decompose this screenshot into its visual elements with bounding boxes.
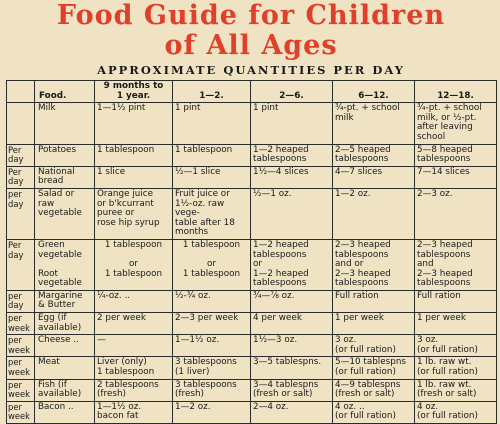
- frequency-cell: [7, 144, 35, 166]
- frequency-line: week: [8, 344, 31, 355]
- food-name-cell: [35, 313, 95, 335]
- quantity-cell: [173, 313, 251, 335]
- quantity-line: tablespoons: [253, 278, 307, 289]
- quantity-cell: [173, 290, 251, 312]
- header-line: Food.: [39, 90, 67, 101]
- quantity-line: 3—4 tablespns: [253, 379, 319, 390]
- quantity-cell: [333, 379, 415, 401]
- food-name-cell: [35, 401, 95, 423]
- quantity-line: bacon fat: [97, 411, 139, 422]
- quantity-line: ½-¾ oz.: [175, 290, 211, 301]
- quantity-cell: [173, 239, 251, 290]
- quantity-cell: [415, 103, 497, 144]
- quantity-cell: [415, 357, 497, 379]
- quantity-cell: [415, 401, 497, 423]
- quantity-line: 1—2 oz.: [335, 188, 371, 199]
- quantity-cell: [251, 357, 333, 379]
- quantity-line: 1 lb. raw wt.: [417, 379, 472, 390]
- quantity-line: (or full ration): [417, 344, 478, 355]
- quantity-line: 5—8 heaped: [417, 144, 473, 155]
- quantity-line: 2—5 heaped: [335, 144, 391, 155]
- food-name-line: Fish (if: [38, 379, 67, 390]
- quantity-line: 2—3 heaped: [417, 268, 473, 279]
- quantity-line: tablespoons: [335, 278, 389, 289]
- quantity-line: 2—4 oz.: [253, 401, 289, 412]
- table-row: [7, 357, 497, 379]
- quantity-line: 1 pint: [253, 103, 279, 114]
- food-name-line: Bacon ..: [38, 401, 74, 412]
- page-title: [6, 0, 496, 61]
- quantity-cell: [333, 188, 415, 239]
- food-name-cell: [35, 379, 95, 401]
- food-name-cell: [35, 357, 95, 379]
- quantity-line: 3 tablespoons: [175, 379, 237, 390]
- header-line: 1 year.: [116, 90, 151, 101]
- quantity-cell: [415, 335, 497, 357]
- quantity-line: 4 oz.: [417, 401, 439, 412]
- header-line: 9 months to: [103, 81, 164, 91]
- quantity-line: or b'kcurrant: [97, 198, 154, 209]
- quantity-cell: [333, 335, 415, 357]
- food-name-line: Meat: [38, 357, 60, 368]
- quantity-line: 1—2 heaped: [253, 144, 309, 155]
- food-name-cell: [35, 144, 95, 166]
- quantity-line: 2—3 oz.: [417, 188, 453, 199]
- frequency-line: week: [8, 411, 31, 422]
- food-name-cell: [35, 335, 95, 357]
- frequency-line: day: [8, 249, 24, 260]
- food-name-cell: [35, 290, 95, 312]
- quantity-cell: [95, 103, 173, 144]
- frequency-line: per: [8, 357, 22, 368]
- quantity-line: 3—5 tablespns.: [253, 357, 322, 368]
- quantity-line: 1 tablespoon: [182, 239, 241, 250]
- quantity-line: 7—14 slices: [417, 166, 470, 177]
- quantity-line: 1 lb. raw wt.: [417, 357, 472, 368]
- quantity-cell: [415, 379, 497, 401]
- table-row: [7, 313, 497, 335]
- quantity-line: (or full ration): [335, 367, 396, 378]
- food-name-line: Root: [38, 268, 58, 279]
- food-name-cell: [35, 166, 95, 188]
- quantity-line: tablespoons: [417, 278, 471, 289]
- quantity-cell: [95, 313, 173, 335]
- quantity-cell: [333, 313, 415, 335]
- quantity-line: 1 per week: [417, 313, 466, 324]
- frequency-line: week: [8, 367, 31, 378]
- quantity-line: puree or: [97, 208, 135, 219]
- quantity-cell: [95, 357, 173, 379]
- quantity-line: 1 tablespoon: [104, 239, 163, 250]
- food-name-cell: [35, 239, 95, 290]
- quantity-line: 5—10 tablespns: [335, 357, 406, 368]
- frequency-line: per: [8, 290, 22, 301]
- quantity-line: 1 tablespoon: [104, 268, 163, 279]
- quantity-line: —: [97, 335, 106, 346]
- quantity-cell: [173, 103, 251, 144]
- food-name-line: raw: [38, 198, 55, 209]
- quantity-cell: [333, 239, 415, 290]
- quantity-cell: [333, 401, 415, 423]
- quantity-line: after leaving: [417, 122, 473, 133]
- quantity-line: ¼-oz. ..: [97, 290, 131, 301]
- food-name-line: Green: [38, 239, 65, 250]
- frequency-line: per: [8, 335, 22, 346]
- quantity-line: 1—2 heaped: [253, 239, 309, 250]
- quantity-line: 4 oz. ..: [335, 401, 365, 412]
- quantity-cell: [95, 335, 173, 357]
- frequency-line: Per: [8, 239, 22, 250]
- quantity-line: rose hip syrup: [97, 217, 160, 228]
- quantity-line: 3 tablespoons: [175, 357, 237, 368]
- frequency-line: per: [8, 401, 22, 412]
- quantity-line: or: [253, 259, 262, 270]
- food-name-line: vegetable: [38, 208, 82, 219]
- food-name-cell: [35, 103, 95, 144]
- quantity-cell: [173, 401, 251, 423]
- quantity-cell: [251, 166, 333, 188]
- quantity-line: Fruit juice or: [175, 188, 230, 199]
- page-subtitle: APPROXIMATE QUANTITIES PER DAY: [97, 63, 405, 77]
- quantity-cell: [173, 188, 251, 239]
- quantity-line: and or: [335, 259, 364, 270]
- quantity-cell: [333, 290, 415, 312]
- frequency-cell: [7, 401, 35, 423]
- quantity-line: 1 pint: [175, 103, 201, 114]
- header-age-2: [173, 81, 251, 103]
- quantity-cell: [95, 401, 173, 423]
- header-age-4: [333, 81, 415, 103]
- quantity-cell: [173, 166, 251, 188]
- quantity-cell: [415, 144, 497, 166]
- quantity-line: 2—3 heaped: [417, 239, 473, 250]
- quantity-line: tablespoons: [417, 154, 471, 165]
- quantity-line: 4—9 tablespns: [335, 379, 401, 390]
- quantity-line: 2—3 per week: [175, 313, 239, 324]
- frequency-line: day: [8, 154, 24, 165]
- food-name-line: Potatoes: [38, 144, 77, 155]
- quantity-cell: [415, 166, 497, 188]
- quantity-cell: [415, 313, 497, 335]
- quantity-line: 1—1½ oz.: [175, 335, 220, 346]
- quantity-line: 1 per week: [335, 313, 384, 324]
- quantity-line: milk: [335, 112, 354, 123]
- quantity-line: 1—2 oz.: [175, 401, 211, 412]
- quantity-line: months: [175, 227, 209, 238]
- quantity-cell: [333, 144, 415, 166]
- header-line: 2—6.: [279, 90, 304, 101]
- food-name-line: available): [38, 389, 82, 400]
- food-name-line: Salad or: [38, 188, 75, 199]
- quantity-cell: [95, 379, 173, 401]
- quantity-cell: [95, 188, 173, 239]
- quantity-line: (1 liver): [175, 367, 210, 378]
- quantity-line: (fresh or salt): [335, 389, 395, 400]
- header-age-1: [95, 81, 173, 103]
- quantity-line: 1 tablespoon: [175, 144, 233, 155]
- quantity-line: tablespoons: [335, 154, 389, 165]
- quantity-line: Liver (only): [97, 357, 147, 368]
- food-quantities-table: [6, 80, 497, 424]
- quantity-line: school: [417, 131, 446, 142]
- quantity-cell: [173, 379, 251, 401]
- quantity-cell: [251, 144, 333, 166]
- quantity-line: tablespoons: [335, 249, 389, 260]
- table-row: [7, 379, 497, 401]
- frequency-cell: [7, 239, 35, 290]
- quantity-line: 1 slice: [97, 166, 126, 177]
- table-row: [7, 290, 497, 312]
- quantity-line: tablespoons: [253, 249, 307, 260]
- quantity-line: ¾—⅞ oz.: [253, 290, 295, 301]
- food-name-line: vegetable: [38, 249, 82, 260]
- quantity-line: Full ration: [417, 290, 461, 301]
- frequency-line: Per: [8, 166, 22, 177]
- quantity-line: 1 tablespoon: [182, 268, 241, 279]
- quantity-line: or: [207, 259, 216, 270]
- quantity-line: 4—7 slices: [335, 166, 383, 177]
- quantity-cell: [95, 290, 173, 312]
- header-food: [35, 81, 95, 103]
- frequency-cell: [7, 313, 35, 335]
- quantity-line: Full ration: [335, 290, 379, 301]
- quantity-cell: [173, 357, 251, 379]
- frequency-line: week: [8, 322, 31, 333]
- frequency-line: per: [8, 379, 22, 390]
- table-row: [7, 239, 497, 290]
- frequency-line: per: [8, 188, 22, 199]
- quantity-line: (or full ration): [417, 367, 478, 378]
- header-line: [9, 92, 32, 102]
- table-row: [7, 166, 497, 188]
- quantity-line: 2 per week: [97, 313, 146, 324]
- table-row: [7, 103, 497, 144]
- quantity-line: 1½—4 slices: [253, 166, 309, 177]
- frequency-line: day: [8, 176, 24, 187]
- quantity-line: 3 oz.: [335, 335, 357, 346]
- quantity-line: 2—3 heaped: [335, 239, 391, 250]
- quantity-cell: [173, 144, 251, 166]
- frequency-line: day: [8, 300, 24, 311]
- frequency-line: week: [8, 389, 31, 400]
- frequency-cell: [7, 166, 35, 188]
- quantity-line: tablespoons: [417, 249, 471, 260]
- food-name-line: Egg (if: [38, 313, 67, 324]
- quantity-line: 2 tablespoons: [97, 379, 159, 390]
- quantity-line: 1—1½ pint: [97, 103, 146, 114]
- header-age-3: [251, 81, 333, 103]
- frequency-cell: [7, 357, 35, 379]
- food-name-line: available): [38, 322, 82, 333]
- food-name-line: Margarine: [38, 290, 83, 301]
- quantity-line: (fresh): [175, 389, 204, 400]
- quantity-line: 1½—3 oz.: [253, 335, 298, 346]
- quantity-line: (fresh): [97, 389, 126, 400]
- table-row: [7, 401, 497, 423]
- quantity-cell: [95, 166, 173, 188]
- table-row: [7, 335, 497, 357]
- food-name-line: vegetable: [38, 278, 82, 289]
- quantity-line: (or full ration): [335, 411, 396, 422]
- frequency-line: day: [8, 198, 24, 209]
- quantity-cell: [333, 357, 415, 379]
- frequency-line: Per: [8, 144, 22, 155]
- quantity-line: ¾-pt. + school: [417, 103, 482, 114]
- quantity-cell: [173, 335, 251, 357]
- quantity-cell: [251, 103, 333, 144]
- quantity-line: 1 tablespoon: [97, 367, 155, 378]
- header-age-5: [415, 81, 497, 103]
- quantity-line: tablespoons: [253, 154, 307, 165]
- quantity-cell: [415, 188, 497, 239]
- quantity-line: ½—1 slice: [175, 166, 221, 177]
- table-body: [7, 103, 497, 424]
- quantity-cell: [251, 379, 333, 401]
- food-name-cell: [35, 188, 95, 239]
- quantity-line: (fresh or salt): [417, 389, 477, 400]
- frequency-cell: [7, 335, 35, 357]
- quantity-line: 1—2 heaped: [253, 268, 309, 279]
- table-row: [7, 188, 497, 239]
- quantity-line: 1—1½ oz.: [97, 401, 142, 412]
- quantity-line: 1 tablespoon: [97, 144, 155, 155]
- quantity-line: 1½-oz. raw vege-: [175, 198, 225, 219]
- quantity-cell: [333, 103, 415, 144]
- header-line: 12—18.: [437, 90, 474, 101]
- quantity-line: ½—1 oz.: [253, 188, 292, 199]
- frequency-cell: [7, 188, 35, 239]
- header-line: 6—12.: [358, 90, 389, 101]
- food-name-line: Cheese ..: [38, 335, 79, 346]
- title-line-2: of All Ages: [164, 30, 338, 61]
- food-name-line: Milk: [38, 103, 56, 114]
- quantity-cell: [251, 401, 333, 423]
- header-per: [7, 81, 35, 103]
- quantity-line: Orange juice: [97, 188, 154, 199]
- quantity-cell: [251, 188, 333, 239]
- quantity-line: (fresh or salt): [253, 389, 313, 400]
- quantity-line: (or full ration): [417, 411, 478, 422]
- table-header-row: [7, 81, 497, 103]
- food-name-line: bread: [38, 176, 64, 187]
- title-line-1: Food Guide for Children: [56, 0, 446, 31]
- frequency-cell: [7, 379, 35, 401]
- quantity-line: 4 per week: [253, 313, 302, 324]
- quantity-line: (or full ration): [335, 344, 396, 355]
- quantity-cell: [251, 335, 333, 357]
- frequency-cell: [7, 103, 35, 144]
- quantity-line: milk, or ½-pt.: [417, 112, 477, 123]
- quantity-cell: [251, 290, 333, 312]
- quantity-cell: [251, 239, 333, 290]
- quantity-cell: [415, 290, 497, 312]
- frequency-line: per: [8, 313, 22, 324]
- header-line: 1—2.: [199, 90, 224, 101]
- food-name-line: & Butter: [38, 300, 76, 311]
- quantity-line: ¾-pt. + school: [335, 103, 400, 114]
- frequency-cell: [7, 290, 35, 312]
- quantity-line: 2—3 heaped: [335, 268, 391, 279]
- quantity-line: and: [417, 259, 434, 270]
- quantity-line: table after 18: [175, 217, 235, 228]
- quantity-line: 3 oz.: [417, 335, 439, 346]
- quantity-cell: [415, 239, 497, 290]
- quantity-cell: [251, 313, 333, 335]
- quantity-cell: [95, 239, 173, 290]
- quantity-cell: [333, 166, 415, 188]
- table-row: [7, 144, 497, 166]
- quantity-cell: [95, 144, 173, 166]
- quantity-line: or: [129, 259, 138, 270]
- food-name-line: National: [38, 166, 75, 177]
- frequency-line: [8, 104, 33, 114]
